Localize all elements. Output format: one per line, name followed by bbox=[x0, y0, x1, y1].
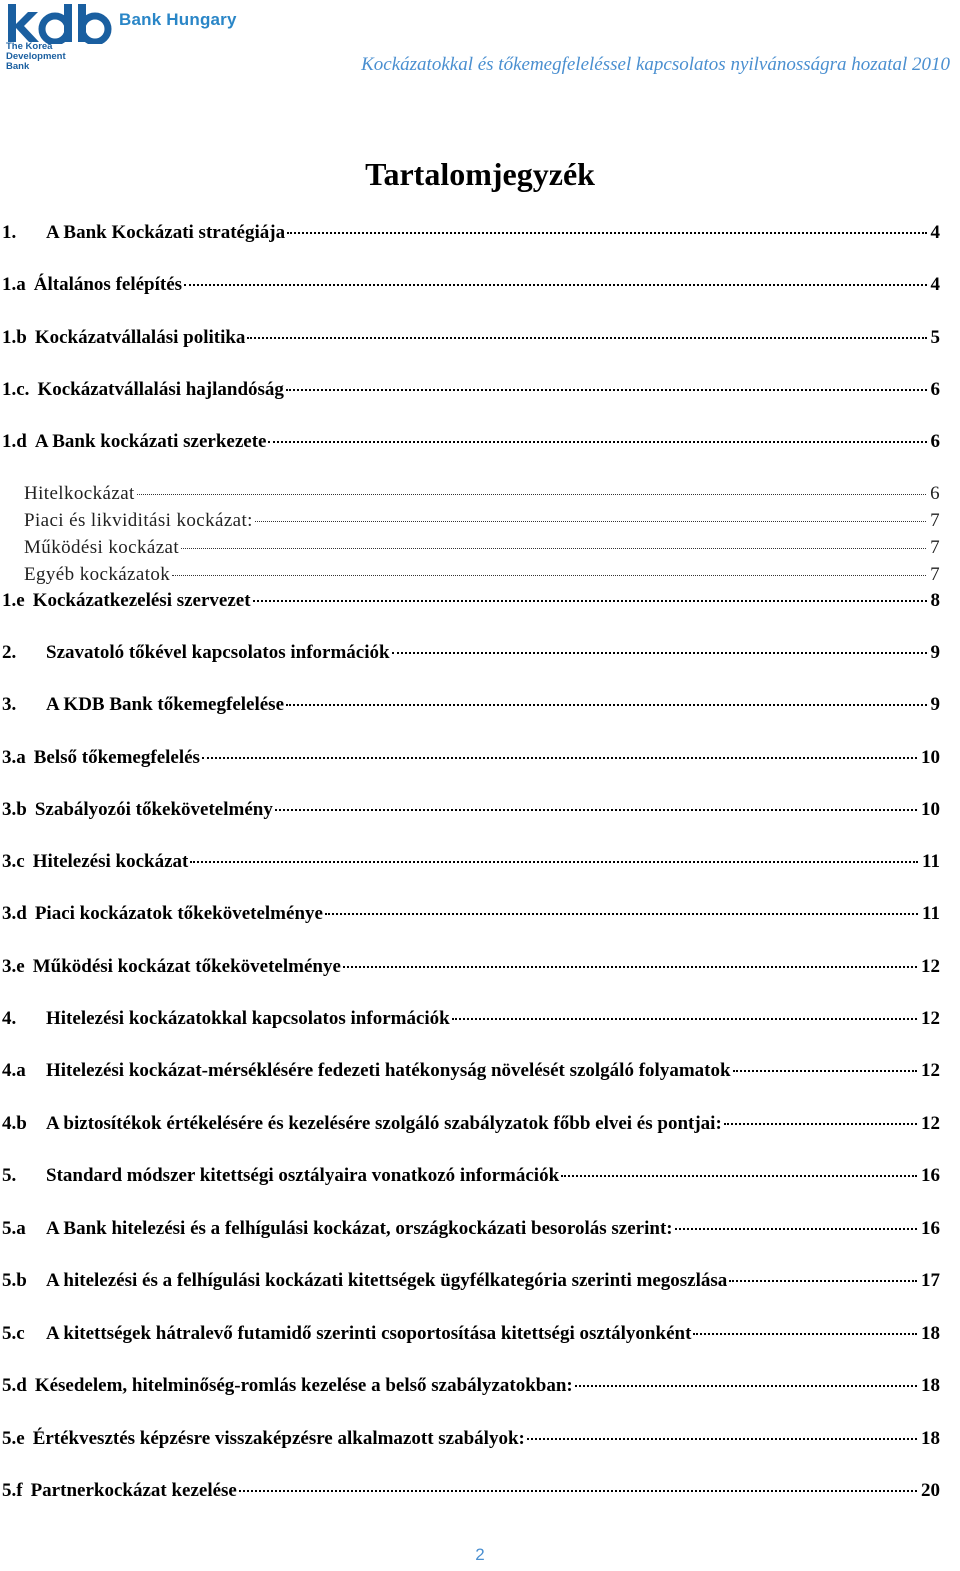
toc-entry-label: Kockázatkezelési szervezet bbox=[32, 590, 251, 611]
toc-entry-label: Standard módszer kitettségi osztályaira vonatkozó információk bbox=[46, 1165, 560, 1186]
toc-entry-number: 1. bbox=[2, 222, 17, 243]
toc-entry[interactable] bbox=[2, 1008, 940, 1030]
logo-bank-name: Bank Hungary bbox=[119, 10, 237, 29]
toc-entry[interactable] bbox=[2, 483, 940, 505]
toc-entry[interactable] bbox=[2, 537, 940, 559]
toc-entry-page: 7 bbox=[930, 564, 940, 585]
toc-entry-label: A hitelezési és a felhígulási kockázati kitettségek ügyfélkategória szerinti megoszlása bbox=[46, 1270, 728, 1291]
toc-dot-leader bbox=[325, 913, 918, 915]
toc-entry-number: 1.c. bbox=[2, 379, 30, 400]
toc-entry-number: 5.e bbox=[2, 1428, 25, 1449]
toc-entry-label: A Bank Kockázati stratégiája bbox=[46, 222, 286, 243]
toc-entry[interactable] bbox=[2, 642, 940, 664]
toc-entry-label: Belső tőkemegfelelés bbox=[33, 747, 200, 768]
toc-entry-number: 4.a bbox=[2, 1060, 26, 1081]
toc-entry[interactable] bbox=[2, 799, 940, 821]
toc-entry-page: 4 bbox=[930, 222, 940, 243]
toc-entry-label: Szavatoló tőkével kapcsolatos információk bbox=[46, 642, 390, 663]
toc-entry-page: 10 bbox=[921, 799, 940, 820]
toc-entry[interactable] bbox=[2, 590, 940, 612]
toc-entry-number: 1.a bbox=[2, 274, 26, 295]
toc-entry-page: 6 bbox=[930, 379, 940, 400]
toc-entry-number: 5.a bbox=[2, 1218, 26, 1239]
toc-entry-page: 6 bbox=[930, 483, 940, 504]
toc-entry-page: 9 bbox=[930, 642, 940, 663]
toc-entry-label: A Bank hitelezési és a felhígulási kockázat, országkockázati besorolás szerint: bbox=[46, 1218, 673, 1239]
toc-entry-label: Egyéb kockázatok bbox=[24, 564, 171, 585]
toc-entry-label: A kitettségek hátralevő futamidő szerinti csoportosítása kitettségi osztályonként bbox=[46, 1323, 692, 1344]
toc-entry-label: Működési kockázat bbox=[24, 537, 180, 558]
toc-entry-number: 5.f bbox=[2, 1480, 23, 1501]
toc-entry-number: 3.e bbox=[2, 956, 25, 977]
toc-entry-number: 3. bbox=[2, 694, 17, 715]
toc-entry-page: 12 bbox=[921, 1060, 940, 1081]
toc-entry-number: 3.a bbox=[2, 747, 26, 768]
toc-dot-leader bbox=[286, 389, 927, 391]
toc-entry-page: 8 bbox=[930, 590, 940, 611]
toc-entry-label: Értékvesztés képzésre visszaképzésre alkalmazott szabályok: bbox=[32, 1428, 525, 1449]
toc-entry-page: 6 bbox=[930, 431, 940, 452]
toc-entry[interactable] bbox=[2, 956, 940, 978]
toc-entry-page: 11 bbox=[922, 851, 940, 872]
toc-entry[interactable] bbox=[2, 851, 940, 873]
toc-entry-page: 17 bbox=[921, 1270, 940, 1291]
toc-dot-leader bbox=[343, 966, 917, 968]
toc-entry[interactable] bbox=[2, 1270, 940, 1292]
toc-entry[interactable] bbox=[2, 1375, 940, 1397]
logo-subtitle-line: Development bbox=[6, 51, 66, 62]
toc-entry[interactable] bbox=[2, 274, 940, 296]
logo-subtitle-line: Bank bbox=[6, 61, 30, 72]
toc-entry[interactable] bbox=[2, 510, 940, 532]
toc-dot-leader bbox=[733, 1070, 917, 1072]
toc-entry[interactable] bbox=[2, 1113, 940, 1135]
document-title: Kockázatokkal és tőkemegfeleléssel kapcsolatos nyilvánosságra hozatal 2010 bbox=[361, 54, 950, 75]
toc-entry-page: 12 bbox=[921, 956, 940, 977]
toc-entry-number: 3.d bbox=[2, 903, 27, 924]
toc-entry[interactable] bbox=[2, 431, 940, 453]
toc-entry-number: 4.b bbox=[2, 1113, 27, 1134]
toc-entry-number: 3.b bbox=[2, 799, 27, 820]
toc-entry[interactable] bbox=[2, 1480, 940, 1502]
toc-entry-label: Kockázatvállalási hajlandóság bbox=[37, 379, 284, 400]
toc-entry-page: 11 bbox=[922, 903, 940, 924]
toc-entry-label: Hitelezési kockázatokkal kapcsolatos információk bbox=[46, 1008, 450, 1029]
toc-entry-label: A Bank kockázati szerkezete bbox=[34, 431, 267, 452]
toc-entry[interactable] bbox=[2, 1165, 940, 1187]
toc-entry-page: 7 bbox=[930, 537, 940, 558]
toc-dot-leader bbox=[275, 809, 917, 811]
toc-entry-label: Működési kockázat tőkekövetelménye bbox=[32, 956, 341, 977]
toc-dot-leader bbox=[729, 1280, 917, 1282]
toc-entry-page: 4 bbox=[930, 274, 940, 295]
page-number: 2 bbox=[475, 1545, 485, 1564]
toc-entry-page: 18 bbox=[921, 1323, 940, 1344]
toc-entry-page: 5 bbox=[930, 327, 940, 348]
toc-entry-page: 12 bbox=[921, 1113, 940, 1134]
toc-entry-page: 18 bbox=[921, 1428, 940, 1449]
toc-entry-number: 5.b bbox=[2, 1270, 27, 1291]
toc-entry-number: 4. bbox=[2, 1008, 17, 1029]
toc-entry[interactable] bbox=[2, 327, 940, 349]
toc-entry-number: 1.b bbox=[2, 327, 27, 348]
toc-entry-label: Általános felépítés bbox=[33, 274, 183, 295]
toc-dot-leader bbox=[172, 575, 926, 576]
toc-entry-number: 5. bbox=[2, 1165, 17, 1186]
toc-entry[interactable] bbox=[2, 747, 940, 769]
toc-dot-leader bbox=[287, 232, 926, 234]
toc-dot-leader bbox=[202, 757, 917, 759]
toc-entry[interactable] bbox=[2, 379, 940, 401]
toc-dot-leader bbox=[452, 1018, 917, 1020]
toc-entry-page: 9 bbox=[930, 694, 940, 715]
toc-entry-number: 2. bbox=[2, 642, 17, 663]
logo-subtitle-line: The Korea bbox=[6, 41, 53, 52]
toc-dot-leader bbox=[239, 1490, 917, 1492]
toc-dot-leader bbox=[527, 1438, 917, 1440]
toc-dot-leader bbox=[675, 1228, 917, 1230]
toc-entry-label: Kockázatvállalási politika bbox=[34, 327, 246, 348]
toc-entry[interactable] bbox=[2, 1428, 940, 1450]
toc-entry-page: 7 bbox=[930, 510, 940, 531]
toc-heading: Tartalomjegyzék bbox=[365, 156, 595, 192]
toc-entry-label: A KDB Bank tőkemegfelelése bbox=[46, 694, 285, 715]
toc-entry-label: A biztosítékok értékelésére és kezelésére szolgáló szabályzatok főbb elvei és pontjai: bbox=[46, 1113, 722, 1134]
toc-entry-label: Késedelem, hitelminőség-romlás kezelése a belső szabályzatokban: bbox=[34, 1375, 573, 1396]
toc-entry-page: 16 bbox=[921, 1165, 940, 1186]
toc-dot-leader bbox=[392, 652, 927, 654]
toc-entry[interactable] bbox=[2, 222, 940, 244]
toc-dot-leader bbox=[255, 521, 926, 522]
toc-entry-page: 12 bbox=[921, 1008, 940, 1029]
toc-dot-leader bbox=[181, 548, 926, 549]
toc-entry-label: Hitelezési kockázat bbox=[32, 851, 189, 872]
toc-dot-leader bbox=[247, 337, 926, 339]
toc-dot-leader bbox=[137, 494, 926, 495]
toc-entry-page: 10 bbox=[921, 747, 940, 768]
toc-entry[interactable] bbox=[2, 694, 940, 716]
toc-entry[interactable] bbox=[2, 564, 940, 586]
toc-entry-label: Piaci és likviditási kockázat: bbox=[24, 510, 253, 531]
toc-entry-label: Partnerkockázat kezelése bbox=[30, 1480, 237, 1501]
toc-entry-page: 16 bbox=[921, 1218, 940, 1239]
toc-dot-leader bbox=[575, 1385, 917, 1387]
toc-dot-leader bbox=[561, 1175, 917, 1177]
toc-entry-page: 20 bbox=[921, 1480, 940, 1501]
toc-entry[interactable] bbox=[2, 903, 940, 925]
toc-dot-leader bbox=[268, 441, 926, 443]
toc-entry-number: 5.d bbox=[2, 1375, 27, 1396]
toc-entry-page: 18 bbox=[921, 1375, 940, 1396]
toc-dot-leader bbox=[190, 861, 918, 863]
toc-entry-label: Piaci kockázatok tőkekövetelménye bbox=[34, 903, 323, 924]
toc-entry-label: Hitelkockázat bbox=[24, 483, 135, 504]
toc-entry-number: 1.d bbox=[2, 431, 27, 452]
toc-entry-number: 1.e bbox=[2, 590, 25, 611]
toc-entry-label: Szabályozói tőkekövetelmény bbox=[34, 799, 273, 820]
toc-entry[interactable] bbox=[2, 1060, 940, 1082]
toc-dot-leader bbox=[724, 1123, 917, 1125]
toc-dot-leader bbox=[184, 284, 926, 286]
toc-dot-leader bbox=[253, 600, 927, 602]
toc-dot-leader bbox=[693, 1333, 917, 1335]
toc-entry-number: 5.c bbox=[2, 1323, 25, 1344]
toc-entry[interactable] bbox=[2, 1218, 940, 1240]
toc-entry-number: 3.c bbox=[2, 851, 25, 872]
toc-entry-label: Hitelezési kockázat-mérséklésére fedezeti hatékonyság növelését szolgáló folyamatok bbox=[46, 1060, 731, 1081]
toc-dot-leader bbox=[286, 704, 926, 706]
toc-entry[interactable] bbox=[2, 1323, 940, 1345]
